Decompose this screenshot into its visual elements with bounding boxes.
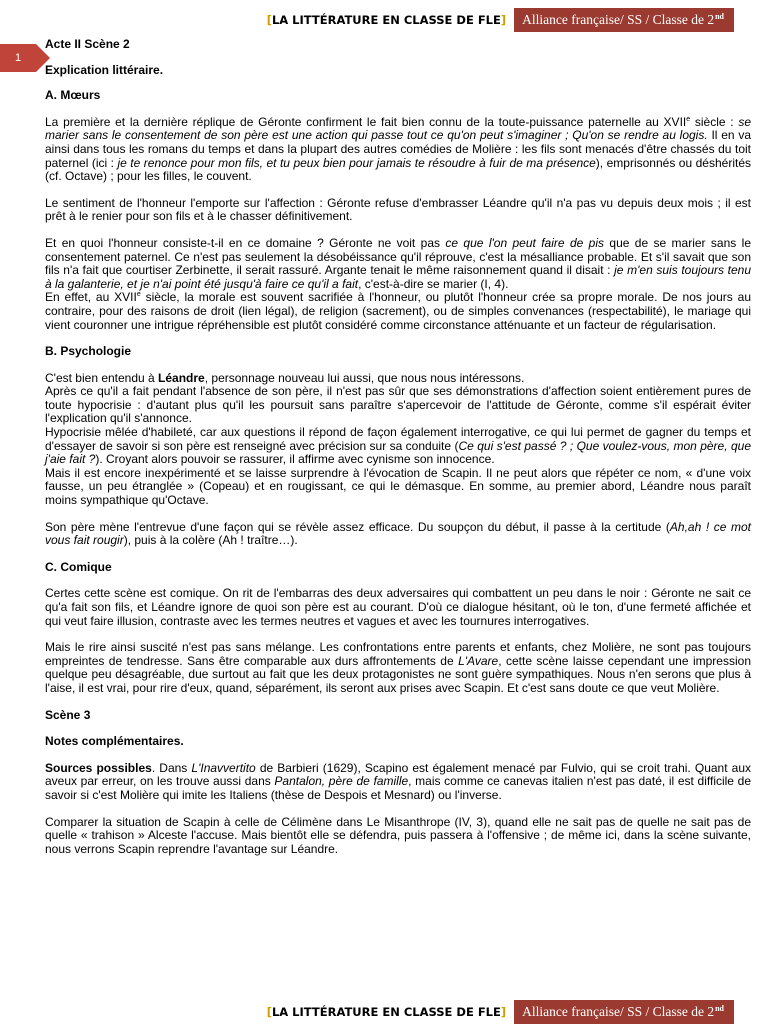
heading-c: C. Comique [45,559,112,574]
paragraph-b4: Mais il est encore inexpérimenté et se laisse surprendre à l'évocation de Scapin. Il ne peut alors que répéter ce nom, « d'une voix fausse, un peu étranglée » (Copeau) et en rougissant, ce qui le démasque. En somme, au premier abord, Léandre nous paraît moins sympathique qu'Octave. [45,465,751,508]
heading-b: B. Psychologie [45,344,132,359]
paragraph-b5: Son père mène l'entrevue d'une façon qui se révèle assez efficace. Du soupçon du début, il passe à la certitude (Ah,ah ! ce mot vous fait rougir), puis à la colère (Ah ! traître…). [45,519,751,548]
heading-acte: Acte II Scène 2 [45,37,130,51]
paragraph-b2: Après ce qu'il a fait pendant l'absence de son père, il n'est pas sûr que ses démonstrations d'affection soient entièrement pures de toute hypocrisie : d'autant plus qu'il les poursuit sans paraître s'apercevoir de l'attitude de Géronte, comme s'il espérait éviter l'explication qu'il s'annonce. [45,384,751,426]
paragraph-n1: Sources possibles. Dans L'Inavvertito de Barbieri (1629), Scapino est également menacé par Fulvio, qui se croit trahi. Quant aux aveux par erreur, on les trouve aussi dans Pantalon, père de famille, mais comme ce canevas italien n'est pas daté, il est difficile de savoir si c'est Molière qui imite les Italiens (thèse de Despois et Mesnard) ou l'inverse. [45,760,752,802]
header-title: [ LA LITTÉRATURE EN CLASSE DE FLE ] [266,13,507,27]
heading-explication: Explication littéraire. [45,62,164,77]
footer-class-box: Alliance française/ SS / Classe de 2 $^{nd}$ [514,1000,734,1024]
paragraph-a2: Le sentiment de l'honneur l'emporte sur l'affection : Géronte refuse d'embrasser Léandre qu'il n'a pas vu depuis deux mois ; il est prêt à le renier pour son fils et à le chasser définitivement. [45,195,751,224]
document-body [45,38,751,856]
paragraph-a4: En effet, au XVIIe siècle, la morale est souvent sacrifiée à l'honneur, ou plutôt l'honneur crée sa propre morale. De nos jours au contraire, pour des raisons de droit (lien légal), de religion (sacrement), ou de simples convenances (respectabilité), le mariage qui vient couronner une intrigue répréhensible est plutôt considéré comme circonstance atténuante et un facteur de régularisation. [45,290,752,332]
paragraph-n2: Comparer la situation de Scapin à celle de Célimène dans Le Misanthrope (IV, 3), quand elle ne sait pas de quelle ne sait pas de quelle « trahison » Alceste l'accuse. Mais bientôt elle se défendra, puis passera à l'offensive ; de même ici, dans la scène suivante, nous verrons Scapin reprendre l'avantage sur Léandre. [45,814,751,856]
page-footer [267,1000,734,1024]
paragraph-b3: Hypocrisie mêlée d'habileté, car aux questions il répond de façon également interrogative, ce qui lui permet de gagner du temps et d'essayer de savoir si son père est renseigné avec précision sur sa conduite (Ce qui s'est passé ? ; Que voulez-vous, mon père, que j'aie fait ?). Croyant alors pouvoir se rassurer, il affirme avec cynisme son innocence. [45,425,751,467]
page-number: 1 [0,44,36,72]
page-header [267,8,734,32]
paragraph-a1: La première et la dernière réplique de Géronte confirment le fait bien connu de la toute-puissance paternelle au XVIIe siècle : se marier sans le consentement de son père est une action qui passe tout ce qu'on peut s'imaginer ; Qu'on se rendre au logis. Il en va ainsi dans tous les romans du temps et dans la plupart des autres comédies de Molière : les fils sont menacés d'être chassés du toit paternel (ici : je te renonce pour mon fils, et tu peux bien pour jamais te résoudre à fuir de ma présence), emprisonnés ou déshérités (cf. Octave) ; pour les filles, le couvent. [45,114,751,184]
heading-a: A. Mœurs [45,88,101,103]
paragraph-c1: Certes cette scène est comique. On rit de l'embarras des deux adversaires qui combattent un peu dans le noir : Géronte ne sait ce qu'a fait son fils, et Léandre ignore de quoi son père est au courant. D'où ce dialogue hésitant, où le ton, d'une fermeté affichée et qui veut faire illusion, contraste avec les termes neutres et vagues et avec les tournures interrogatives. [45,586,751,628]
header-class-box: Alliance française/ SS / Classe de 2 $^{nd}$ [514,8,734,32]
heading-scene3: Scène 3 [45,707,91,722]
footer-title: [ LA LITTÉRATURE EN CLASSE DE FLE ] [266,1005,507,1019]
header-title-text: LA LITTÉRATURE EN CLASSE DE FLE [271,13,501,27]
footer-title-text: LA LITTÉRATURE EN CLASSE DE FLE [271,1005,501,1019]
paragraph-b1: C'est bien entendu à Léandre, personnage nouveau lui aussi, que nous nous intéressons. [45,370,525,385]
heading-notes: Notes complémentaires. [45,734,184,749]
paragraph-a3: Et en quoi l'honneur consiste-t-il en ce domaine ? Géronte ne voit pas ce que l'on peut faire de pis que de se marier sans le consentement paternel. Ce n'est pas seulement la désobéissance qu'il réprouve, c'est la mésalliance probable. Et s'il savait que son fils n'a fait que courtiser Zerbinette, il serait rassuré. Argante tenait le même raisonnement quand il disait : je m'en suis toujours tenu à la galanterie, et je n'ai point été jusqu'à faire ce qu'il a fait, c'est-à-dire se marier (I, 4). [45,235,751,291]
paragraph-c2: Mais le rire ainsi suscité n'est pas sans mélange. Les confrontations entre parents et enfants, chez Molière, ne sont pas toujours empreintes de tendresse. Sans être comparable aux durs affrontements de L'Avare, cette scène laisse cependant une impression quelque peu désagréable, due surtout au fait que les deux protagonistes ne sont guère sympathiques. Nous n'en serons que plus à l'aise, il est vrai, pour rire d'eux, quand, séparément, ils seront aux prises avec Scapin. Et c'est sans doute ce que veut Molière. [45,640,751,695]
